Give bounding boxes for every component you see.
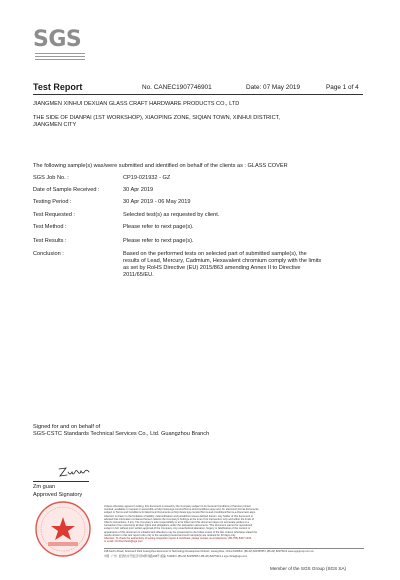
sgs-logo (33, 28, 85, 52)
client-address-line2: JIANGMEN CITY (33, 122, 77, 128)
conclusion-label: Conclusion : (33, 251, 64, 257)
field-value-sample-received: 30 Apr 2019 (123, 187, 154, 193)
handwritten-signature (57, 464, 93, 480)
disclaimer-line: overleaf, available on request or accessible at http://www.sgs.com/en/Terms-and-Conditions.aspx and, for electronic format documents, (104, 508, 260, 512)
conclusion-line: Based on the performed tests on selected part of submitted sample(s), the (123, 251, 307, 257)
disclaimer-line: advised that information contained hereon reflects the Company's findings at the time of its intervention only and within the limits of (104, 517, 254, 521)
logo-stripe (35, 59, 85, 60)
disclaimer-line: Attention is drawn to the limitation of liability, indemnification and jurisdiction issues defined therein. Any holder of this document is (104, 514, 253, 518)
report-number: No. CANEC1907746901 (142, 84, 212, 91)
signing-company: SGS-CSTC Standards Technical Services Co., Ltd. Guangzhou Branch (33, 431, 210, 437)
sgs-group-member: Member of the SGS Group (SGS SA) (270, 566, 347, 571)
client-name: JIANGMEN XINHUI DEXUAN GLASS CRAFT HARDWARE PRODUCTS CO., LTD (33, 101, 240, 107)
field-label-test-requested: Test Requested : (33, 212, 75, 218)
disclaimer-line: transaction from exercising all their rights and obligations under the transaction documents. This document cannot be reproduced (104, 524, 253, 528)
sgs-logo-text: SGS (33, 27, 82, 52)
disclaimer-line: except in full, without prior written approval of the Company. Any unauthorized alteration, forgery or falsification of the content or (104, 527, 251, 531)
disclaimer-line: Unless otherwise agreed in writing, this document is issued by the Company subject to its General Conditions of Service printed (104, 505, 251, 508)
field-label-testing-period: Testing Period : (33, 199, 72, 205)
signature-line (33, 481, 89, 482)
signatory-title: Approved Signatory (33, 492, 83, 498)
footer-address-cn: 中国 · 广州 · 经济技术开发区科学城科珠路198号 邮编: 510663 t (86-20) 82155555 f (86-20) 82075113 e sgs.china@sgs.com (104, 555, 248, 558)
conclusion-line: 2011/65/EU. (123, 272, 154, 278)
field-label-test-method: Test Method : (33, 224, 67, 230)
footer-divider (104, 548, 364, 549)
disclaimer-line: subject to Terms and Conditions for Electronic Documents at http://www.sgs.com/en/Terms-and-Conditions/Terms-e-Document.aspx. (104, 511, 256, 515)
disclaimer-line: Client's instructions, if any. The Company's sole responsibility is to its Client and this document does not exonerate parties to a (104, 521, 249, 525)
header-divider (33, 94, 363, 95)
client-address-line1: THE SIDE OF DIANPAI (1ST WORKSHOP), XIAOPING ZONE, SIQIAN TOWN, XINHUI DISTRICT, (33, 115, 280, 121)
report-date: Date: 07 May 2019 (246, 84, 300, 91)
field-value-test-method: Please refer to next page(s). (123, 224, 194, 230)
field-label-sample-received: Date of Sample Received : (33, 187, 100, 193)
field-label-job-no: SGS Job No. : (33, 175, 69, 181)
intro-statement: The following sample(s) was/were submitted and identified on behalf of the clients as : GLASS COVER (33, 163, 288, 169)
company-seal-stamp (34, 500, 92, 558)
field-value-test-results: Please refer to next page(s). (123, 238, 194, 244)
disclaimer-line: or email: CN.Doccheck@sgs.com (104, 540, 143, 544)
logo-stripe (35, 56, 85, 57)
disclaimer-line: appearance of this document is unlawful and offenders may be prosecuted to the fullest extent of the law. Unless otherwise stated the (104, 530, 258, 534)
disclaimer-line: Attention: To check the authenticity of testing /inspection report & certificate, please contact us at telephone: (86-755) 8307 1443, (104, 537, 252, 541)
signatory-name: Zm guan (33, 484, 56, 490)
field-value-testing-period: 30 Apr 2019 - 06 May 2019 (123, 199, 191, 205)
logo-stripe (35, 53, 85, 54)
report-title: Test Report (33, 82, 83, 92)
conclusion-line: as set by RoHS Directive (EU) 2015/863 amending Annex II to Directive (123, 265, 301, 271)
page-indicator: Page 1 of 4 (326, 84, 359, 91)
footer-disclaimer (104, 505, 259, 543)
field-value-test-requested: Selected test(s) as requested by client. (123, 212, 220, 218)
conclusion-line: results of Lead, Mercury, Cadmium, Hexavalent chromium comply with the limits (123, 258, 322, 264)
signed-on-behalf: Signed for and on behalf of (33, 424, 101, 430)
field-label-test-results: Test Results : (33, 238, 67, 244)
field-value-job-no: CP19-021932 - GZ (123, 175, 171, 181)
disclaimer-line: results shown in this test report refer only to the sample(s) tested and such sample(s) are retained for 30 days only. (104, 533, 236, 537)
footer-address-en: 198 Kezhu Road, Scientech Park Guangzhou Economic & Technology Development District, Guangzhou, China 510663 t (86-20) 82155555 f (86-20) 82075113 www.sgsgroup.com.cn (104, 550, 314, 553)
